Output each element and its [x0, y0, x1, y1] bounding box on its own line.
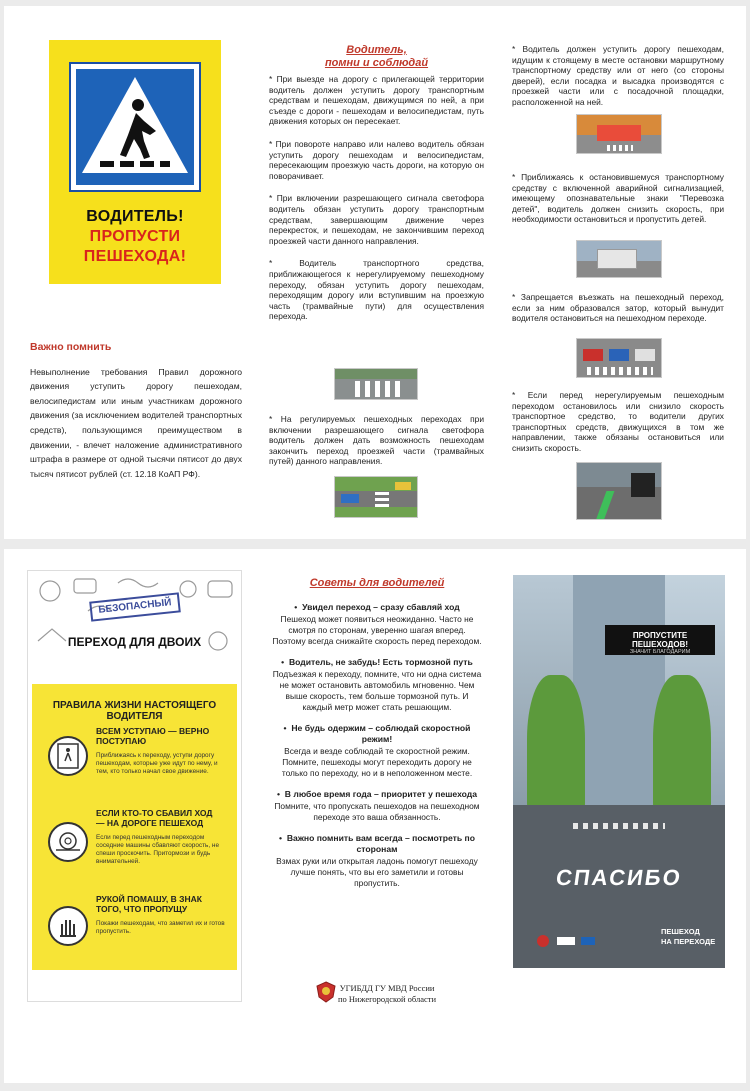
- driver-rule-5: * На регулируемых пешеходных переходах при включении разрешающего сигнала светофора водитель должен дать возможность пешеходам закончить переход проезжей части (трамвайных путей) данного направления.: [269, 414, 484, 467]
- important-note: [30, 342, 242, 493]
- pedestrian-crossing-icon: [76, 69, 194, 185]
- snail-icon: [48, 822, 88, 862]
- hand-wave-icon: [48, 906, 88, 946]
- rule-1-text: Приближаясь к переходу, уступи дорогу пешеходам, которые уже идут по нему, и тем, кто только начал свое движение.: [96, 752, 218, 775]
- crosswalk-photo-2: [334, 476, 418, 518]
- safe-crossing-poster: [27, 570, 242, 1002]
- banner: [605, 625, 715, 655]
- poster2-subtitle: ПЕРЕХОД ДЛЯ ДВОИХ: [67, 635, 202, 649]
- right-rules-column: [512, 44, 724, 114]
- page-2: [4, 549, 746, 1083]
- rule-3-text: Покажи пешеходам, что заметил их и готов пропустить.: [96, 920, 225, 935]
- bus-stop-photo: [576, 114, 662, 154]
- driver-rule-1: * При выезде на дорогу с прилегающей территории водитель должен уступить дорогу транспортным средствам и пешеходам, движущимся по ней, а при съезде с дороги - пешеходам и велосипедистам, путь движения которых он пересекает.: [269, 74, 484, 127]
- driver-rule-3: * При включении разрешающего сигнала светофора водитель обязан уступить дорогу транспортным средствам, завершающим движение через перекресток, и пешеходам, не закончившим переход проезжей части данного направления.: [269, 193, 484, 246]
- org-line-1: УГИБДД ГУ МВД России: [339, 983, 435, 993]
- banner-line-1: ПРОПУСТИТЕ ПЕШЕХОДОВ!: [631, 631, 689, 649]
- stopped-car-photo: [576, 462, 662, 520]
- org-caption: [338, 983, 436, 1005]
- right-rule-2: * Приближаясь к остановившемуся транспортному средству с включенной аварийной сигнализацией, имеющему опознавательные знаки "Перевозка детей", водитель должен снизить скорость, при необходимости остановиться и пропустить детей.: [512, 172, 724, 225]
- pedestrian-crossing-sign: [69, 62, 201, 192]
- driver-give-way-poster: [49, 40, 221, 284]
- traffic-jam-photo: [576, 338, 662, 378]
- emblem-icon: [537, 935, 549, 947]
- tip-2-text: Подъезжая к переходу, помните, что ни одна система не может остановить автомобиль мгновенно. Чем выше скорость, тем больше тормозной путь. И каждый метр может стать решающим.: [272, 669, 482, 712]
- tip-4-text: Помните, что пропускать пешеходов на пешеходном переходе это ваша обязанность.: [274, 801, 480, 822]
- driver-title-2: помни и соблюдай: [324, 57, 429, 69]
- tips-title: Советы для водителей: [309, 577, 445, 589]
- partner-logo-2: [581, 937, 595, 945]
- driver-rule-2: * При повороте направо или налево водитель обязан уступить дорогу пешеходам и велосипедистам, пересекающим проезжую часть дороги, на которую он поворачивает.: [269, 138, 484, 181]
- footer-line-2: НА ПЕРЕХОДЕ: [661, 937, 716, 946]
- road-word: СПАСИБО: [554, 865, 684, 890]
- pedestrian-crossing-icon: [48, 736, 88, 776]
- right-rule-4: * Если перед нерегулируемым пешеходным переходом остановилось или снизило скорость транспортное средство, то водители других транспортных средств, движущихся в том же направлении, также обязаны остановиться или снизить скорость.: [512, 390, 724, 453]
- tip-1-text: Пешеход может появиться неожиданно. Часто не смотря по сторонам, уверенно шагая вперед. Поэтому всегда снижайте скорость перед переходом.: [272, 614, 482, 646]
- org-line-2: по Нижегородской области: [338, 994, 437, 1004]
- tip-3-title: • Не будь одержим – соблюдай скоростной режим!: [283, 723, 471, 744]
- poster-line-1: ВОДИТЕЛЬ!: [86, 208, 184, 225]
- tip-5-title: • Важно помнить вам всегда – посмотреть по сторонам: [279, 833, 475, 854]
- poster-line-3: ПЕШЕХОДА!: [83, 248, 187, 265]
- thank-you-poster: [513, 575, 725, 968]
- driver-rules-box: [32, 684, 237, 970]
- important-title: Важно помнить: [30, 341, 112, 353]
- tip-2-title: • Водитель, не забудь! Есть тормозной путь: [281, 657, 473, 667]
- rule-1-title: ВСЕМ УСТУПАЮ — ВЕРНО ПОСТУПАЮ: [96, 726, 210, 746]
- tip-3-text: Всегда и везде соблюдай те скоростной режим. Помните, пешеходы могут переходить дорогу не только по переходу, но и в неположенном месте.: [281, 746, 473, 778]
- right-rule-3-block: [512, 292, 724, 330]
- right-rule-4-block: [512, 390, 724, 460]
- banner-line-2: ЗНАЧИТ БЛАГОДАРИМ: [629, 649, 691, 655]
- safe-stamp: БЕЗОПАСНЫЙ: [89, 592, 181, 621]
- rules-box-title: ПРАВИЛА ЖИЗНИ НАСТОЯЩЕГО ВОДИТЕЛЯ: [52, 700, 217, 722]
- tips-column: [272, 577, 482, 899]
- partner-logo: [557, 937, 575, 945]
- right-rule-2-block: [512, 172, 724, 231]
- children-bus-photo: [576, 240, 662, 278]
- driver-rule-5-block: [269, 414, 484, 471]
- tip-5-text: Взмах руки или открытая ладонь помогут пешеходу лучше понять, что вы его заметили и готовы пропустить.: [276, 856, 478, 888]
- page-1: [4, 6, 746, 539]
- police-emblem-icon: [316, 981, 336, 1003]
- rule-2-title: ЕСЛИ КТО-ТО СБАВИЛ ХОД — НА ДОРОГЕ ПЕШЕХОД: [96, 808, 213, 828]
- driver-rule-4: * Водитель транспортного средства, приближающегося к нерегулируемому пешеходному переходу, обязан уступить дорогу пешеходам, переходящим дорогу или вступившим на проезжую часть (трамвайные пути) для осуществления перехода.: [269, 258, 484, 322]
- right-rule-3: * Запрещается въезжать на пешеходный переход, если за ним образовался затор, который вынудит водителя остановиться на пешеходном переходе.: [512, 292, 724, 324]
- doodle-background: [28, 571, 241, 681]
- important-text: Невыполнение требования Правил дорожного движения уступить дорогу пешеходам, велосипедистам или иным участникам дорожного движения (за исключением водителей транспортных средств), пользующимся преимуществом в движении, - влечет наложение административного штрафа в размере от одной тысячи пятисот до двух тысяч пятисот рублей (ст. 12.18 КоАП РФ).: [30, 366, 242, 479]
- rule-2-text: Если перед пешеходным переходом соседние машины сбавляют скорость, не спеши проскочить. Притормози и будь внимательней.: [96, 834, 219, 865]
- tip-4-title: • В любое время года – приоритет у пешехода: [276, 789, 478, 799]
- poster-line-2: ПРОПУСТИ: [89, 228, 181, 245]
- right-rule-1: * Водитель должен уступить дорогу пешеходам, идущим к стоящему в месте остановки маршрутному транспортному средству или от него (со стороны дверей), если посадка и высадка производятся с проезжей части или с посадочной площадки, расположенной на ней.: [512, 44, 724, 107]
- driver-rules-column: [269, 44, 484, 325]
- poster3-footer: [661, 927, 715, 947]
- rule-3-title: РУКОЙ ПОМАШУ, В ЗНАК ТОГО, ЧТО ПРОПУЩУ: [96, 894, 202, 914]
- tip-1-title: • Увидел переход – сразу сбавляй ход: [294, 602, 460, 612]
- footer-line-1: ПЕШЕХОД: [661, 927, 700, 936]
- driver-title-1: Водитель,: [346, 44, 407, 56]
- crosswalk-photo-1: [334, 368, 418, 400]
